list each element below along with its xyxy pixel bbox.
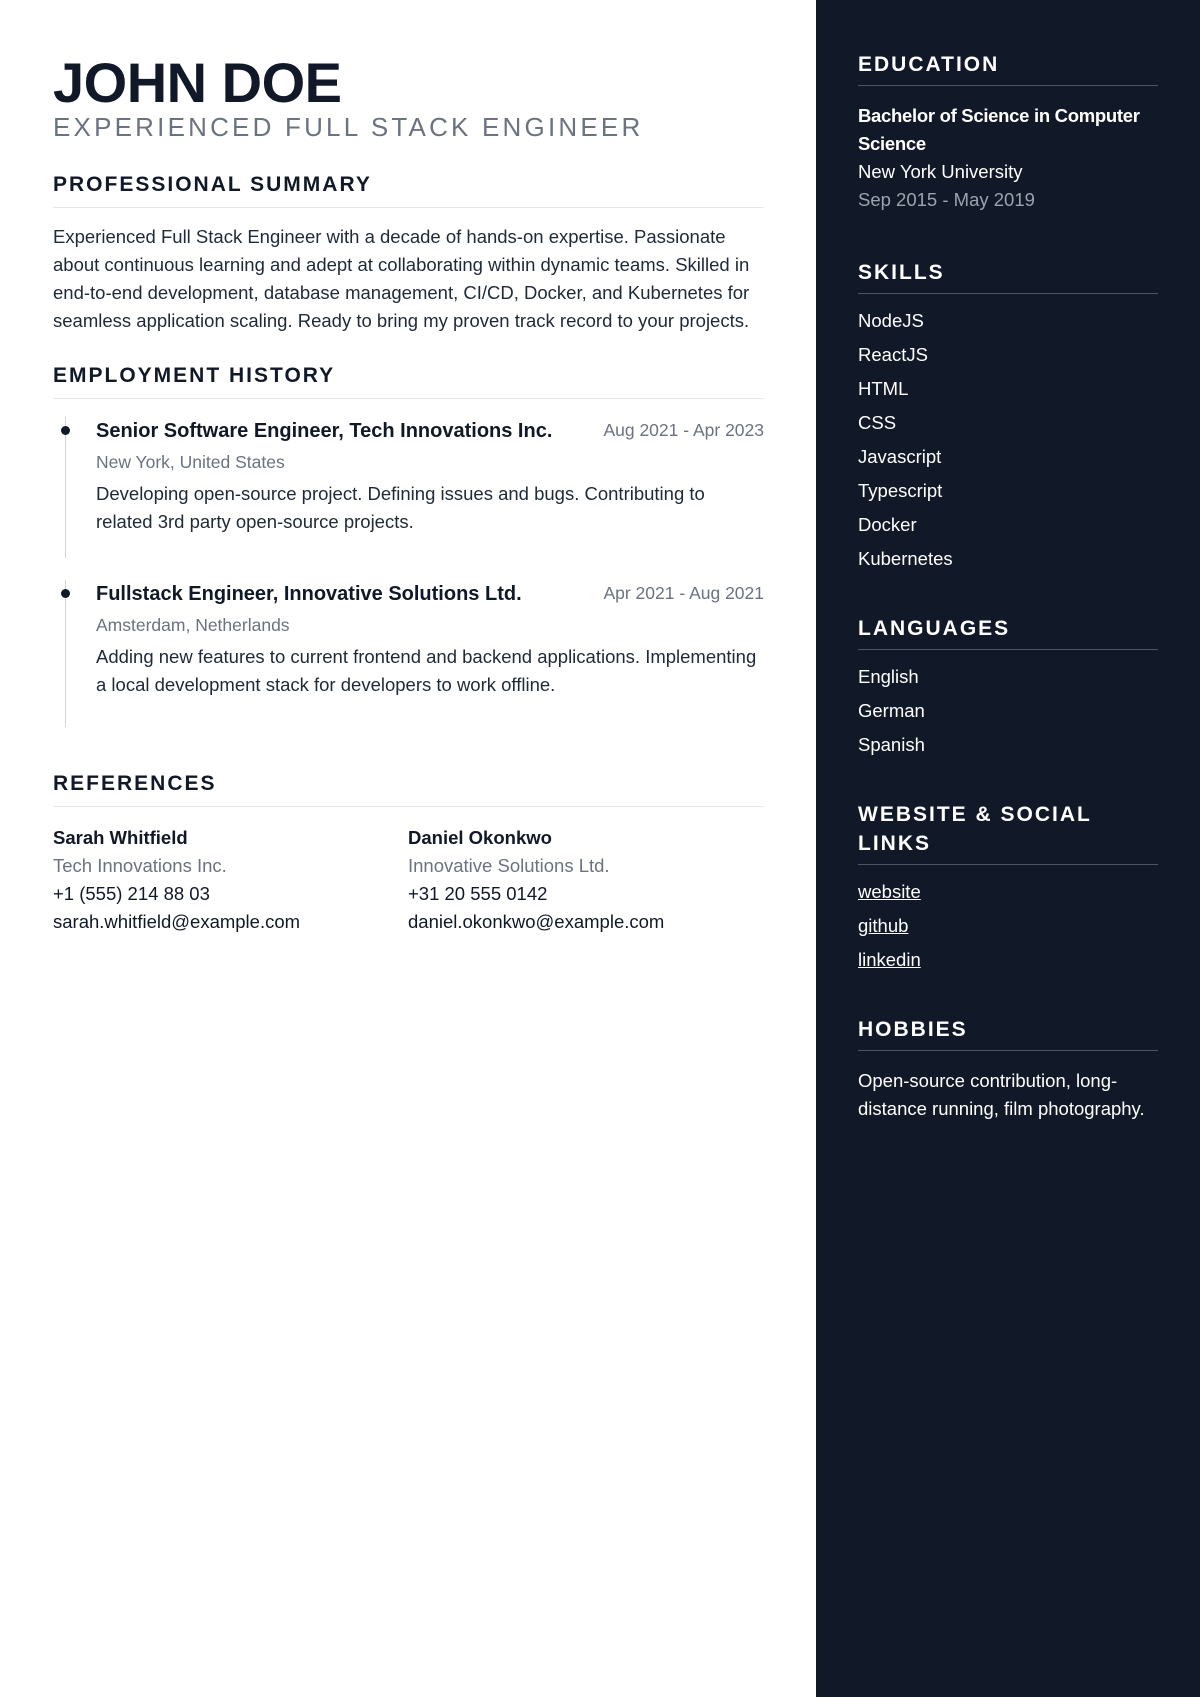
github-link[interactable]: github — [858, 915, 909, 936]
languages-heading: LANGUAGES — [858, 614, 1158, 650]
job-dates: Apr 2021 - Aug 2021 — [603, 583, 764, 603]
education-heading: EDUCATION — [858, 50, 1158, 86]
references-heading: REFERENCES — [53, 771, 764, 807]
skill-item: CSS — [858, 412, 897, 433]
language-item: English — [858, 666, 919, 687]
summary-text: Experienced Full Stack Engineer with a decade of hands-on expertise. Passionate about continuous learning and adept at collaborating within dynamic teams. Skilled in end-to-end development, database management, CI/CD, Docker, and Kubernetes for seamless application scaling. Ready to bring my proven track record to your projects. — [53, 226, 750, 331]
reference-email: sarah.whitfield@example.com — [53, 911, 301, 932]
timeline-dot-icon — [61, 589, 70, 598]
reference-entry — [53, 824, 408, 936]
website-link[interactable]: website — [858, 881, 921, 902]
skill-item: Typescript — [858, 480, 943, 501]
skill-item: Kubernetes — [858, 548, 953, 569]
hobbies-text: Open-source contribution, long-distance running, film photography. — [858, 1070, 1145, 1119]
links-list — [858, 875, 1158, 977]
reference-company: Tech Innovations Inc. — [53, 855, 227, 876]
sidebar — [816, 0, 1200, 1697]
skills-section — [858, 258, 1158, 576]
job-dates: Aug 2021 - Apr 2023 — [603, 420, 764, 440]
job-title: Senior Software Engineer, Tech Innovations Inc. — [96, 420, 553, 442]
reference-list — [53, 824, 764, 936]
reference-phone: +1 (555) 214 88 03 — [53, 883, 210, 904]
education-section — [858, 50, 1158, 214]
links-heading: WEBSITE & SOCIAL LINKS — [858, 800, 1158, 865]
skills-list — [858, 304, 1158, 576]
employment-section — [53, 363, 764, 727]
language-item: Spanish — [858, 734, 925, 755]
job-description: Developing open-source project. Defining issues and bugs. Contributing to related 3rd party open-source projects. — [96, 483, 705, 532]
job-list — [53, 417, 764, 727]
job-location: Amsterdam, Netherlands — [96, 615, 290, 635]
job-entry — [65, 580, 764, 727]
links-section — [858, 800, 1158, 977]
reference-entry — [408, 824, 763, 936]
reference-name: Daniel Okonkwo — [408, 827, 552, 848]
candidate-role: EXPERIENCED FULL STACK ENGINEER — [53, 112, 644, 142]
languages-list — [858, 660, 1158, 762]
timeline-dot-icon — [61, 426, 70, 435]
skill-item: NodeJS — [858, 310, 924, 331]
candidate-name: JOHN DOE — [53, 51, 342, 114]
skill-item: Docker — [858, 514, 917, 535]
reference-phone: +31 20 555 0142 — [408, 883, 548, 904]
summary-section — [53, 172, 764, 335]
skill-item: ReactJS — [858, 344, 928, 365]
references-section — [53, 771, 764, 936]
linkedin-link[interactable]: linkedin — [858, 949, 921, 970]
hobbies-heading: HOBBIES — [858, 1015, 1158, 1051]
hobbies-section — [858, 1015, 1158, 1123]
skill-item: Javascript — [858, 446, 942, 467]
education-dates: Sep 2015 - May 2019 — [858, 189, 1035, 210]
reference-email: daniel.okonkwo@example.com — [408, 911, 665, 932]
job-title: Fullstack Engineer, Innovative Solutions Ltd. — [96, 583, 522, 605]
skills-heading: SKILLS — [858, 258, 1158, 294]
job-location: New York, United States — [96, 452, 285, 472]
job-entry — [65, 417, 764, 558]
summary-heading: PROFESSIONAL SUMMARY — [53, 172, 764, 208]
job-description: Adding new features to current frontend and backend applications. Implementing a local development stack for developers to work offline. — [96, 646, 757, 695]
employment-heading: EMPLOYMENT HISTORY — [53, 363, 764, 399]
education-school: New York University — [858, 161, 1023, 182]
languages-section — [858, 614, 1158, 762]
reference-name: Sarah Whitfield — [53, 827, 188, 848]
reference-company: Innovative Solutions Ltd. — [408, 855, 610, 876]
language-item: German — [858, 700, 925, 721]
education-degree: Bachelor of Science in Computer Science — [858, 105, 1140, 154]
skill-item: HTML — [858, 378, 909, 399]
